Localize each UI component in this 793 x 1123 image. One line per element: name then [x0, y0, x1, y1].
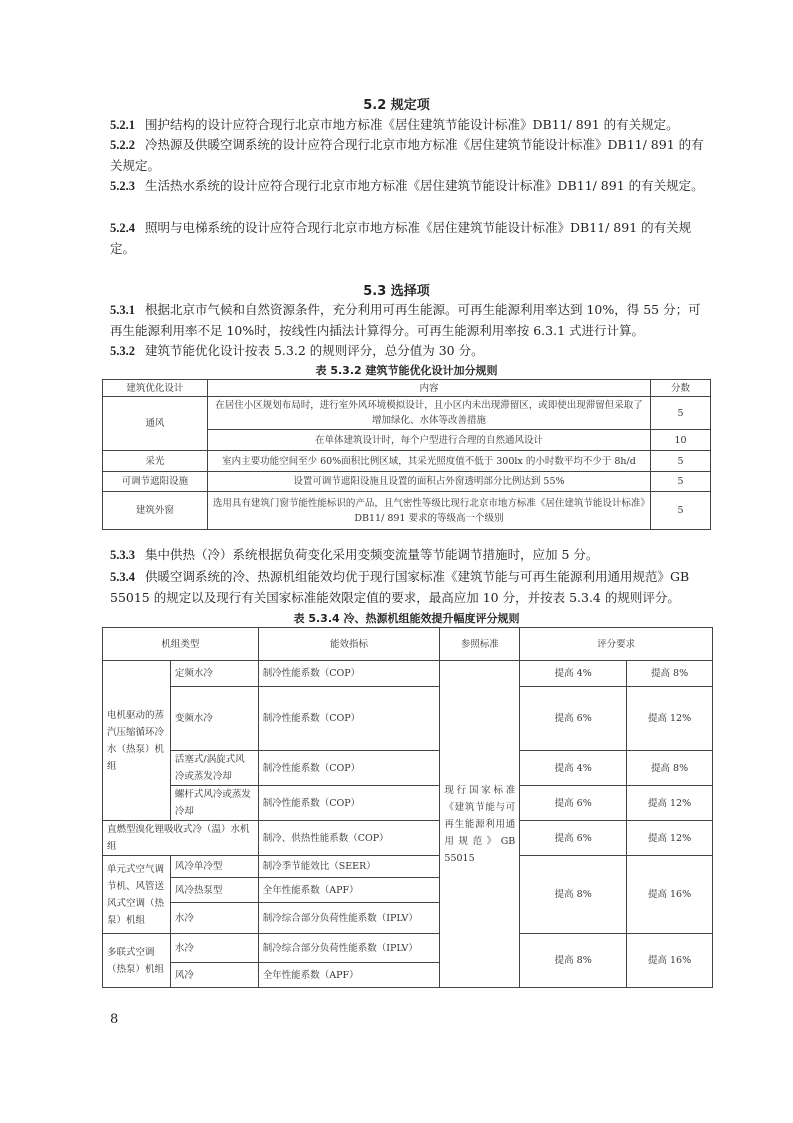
table-5-3-2 [102, 379, 711, 530]
clause-5-2-1: 5.2.1 围护结构的设计应符合现行北京市地方标准《居住建筑节能设计标准》DB11/ 891 的有关规定。 [110, 117, 679, 132]
clause-5-3-4: 5.3.4 供暖空调系统的冷、热源机组能效均优于现行国家标准《建筑节能与可再生能源利用通用规范》GB 55015 的规定以及现行有关国家标准能效限定值的要求，最高应加 10 分，并按表 5.3.4 的规则评分。 [110, 569, 690, 605]
table-row: 活塞式/涡旋式风冷或蒸发冷却 制冷性能系数（COP） 提高 4% 提高 8% [103, 751, 713, 786]
clause-5-3-3: 5.3.3 集中供热（冷）系统根据负荷变化采用变频变流量等节能调节措施时，应加 5 分。 [110, 547, 599, 562]
page-number: 8 [110, 1012, 119, 1027]
table-row: 水冷 制冷综合部分负荷性能系数（IPLV） [103, 903, 713, 934]
table-header-row: 建筑优化设计 内容 分数 [103, 380, 711, 397]
table-row: 风冷热泵型 全年性能系数（APF） [103, 878, 713, 903]
table-row: 建筑外窗 选用具有建筑门窗节能性能标识的产品，且气密性等级比现行北京市地方标准《居住建筑节能设计标准》DB11/ 891 要求的等级高一个级别 5 [103, 492, 711, 530]
table-row: 多联式空调（热泵）机组 水冷 制冷综合部分负荷性能系数（IPLV） 提高 8% 提高 16% [103, 934, 713, 963]
section-heading-5-2: 5.2 规定项 [363, 98, 430, 113]
clause-5-3-1: 5.3.1 根据北京市气候和自然资源条件，充分利用可再生能源。可再生能源利用率达到 10%，得 55 分；可再生能源利用率不足 10%时，按线性内插法计算得分。可再生能源利用率按 6.3.1 式进行计算。 [110, 302, 701, 338]
table-row: 在单体建筑设计时，每个户型进行合理的自然通风设计 10 [103, 430, 711, 451]
table-row: 电机驱动的蒸汽压缩循环冷水（热泵）机组 定频水冷 制冷性能系数（COP） 现行国家标准《建筑节能与可再生能源利用通用规范》GB 55015 提高 4% 提高 8% [103, 661, 713, 687]
table-5-3-4 [102, 627, 713, 988]
clause-5-3-2: 5.3.2 建筑节能优化设计按表 5.3.2 的规则评分，总分值为 30 分。 [110, 343, 484, 358]
table-5-3-2-caption: 表 5.3.2 建筑节能优化设计加分规则 [315, 364, 498, 377]
table-row: 采光 室内主要功能空间至少 60%面积比例区域，其采光照度值不低于 300lx 的小时数平均不少于 8h/d 5 [103, 451, 711, 472]
table-5-3-4-caption: 表 5.3.4 冷、热源机组能效提升幅度评分规则 [293, 612, 520, 625]
table-row: 可调节遮阳设施 设置可调节遮阳设施且设置的面积占外窗透明部分比例达到 55% 5 [103, 472, 711, 492]
table-header-row: 机组类型 能效指标 参照标准 评分要求 [103, 628, 713, 661]
table-row: 风冷 全年性能系数（APF） [103, 963, 713, 988]
clause-5-2-4: 5.2.4 照明与电梯系统的设计应符合现行北京市地方标准《居住建筑节能设计标准》DB11/ 891 的有关规定。 [110, 220, 692, 256]
table-row: 通风 在居住小区规划布局时，进行室外风环境模拟设计，且小区内未出现滞留区，或即使出现滞留但采取了增加绿化、水体等改善措施 5 [103, 397, 711, 430]
clause-5-2-2: 5.2.2 冷热源及供暖空调系统的设计应符合现行北京市地方标准《居住建筑节能设计标准》DB11/ 891 的有关规定。 [110, 137, 704, 173]
table-row: 直燃型溴化锂吸收式冷（温）水机组 制冷、供热性能系数（COP） 提高 6% 提高 12% [103, 821, 713, 856]
section-heading-5-3: 5.3 选择项 [363, 284, 430, 299]
table-row: 单元式空气调节机、风管送风式空调（热泵）机组 风冷单冷型 制冷季节能效比（SEER） 提高 8% 提高 16% [103, 856, 713, 878]
table-row: 变频水冷 制冷性能系数（COP） 提高 6% 提高 12% [103, 687, 713, 751]
table-row: 螺杆式风冷或蒸发冷却 制冷性能系数（COP） 提高 6% 提高 12% [103, 786, 713, 821]
clause-5-2-3: 5.2.3 生活热水系统的设计应符合现行北京市地方标准《居住建筑节能设计标准》DB11/ 891 的有关规定。 [110, 178, 704, 193]
